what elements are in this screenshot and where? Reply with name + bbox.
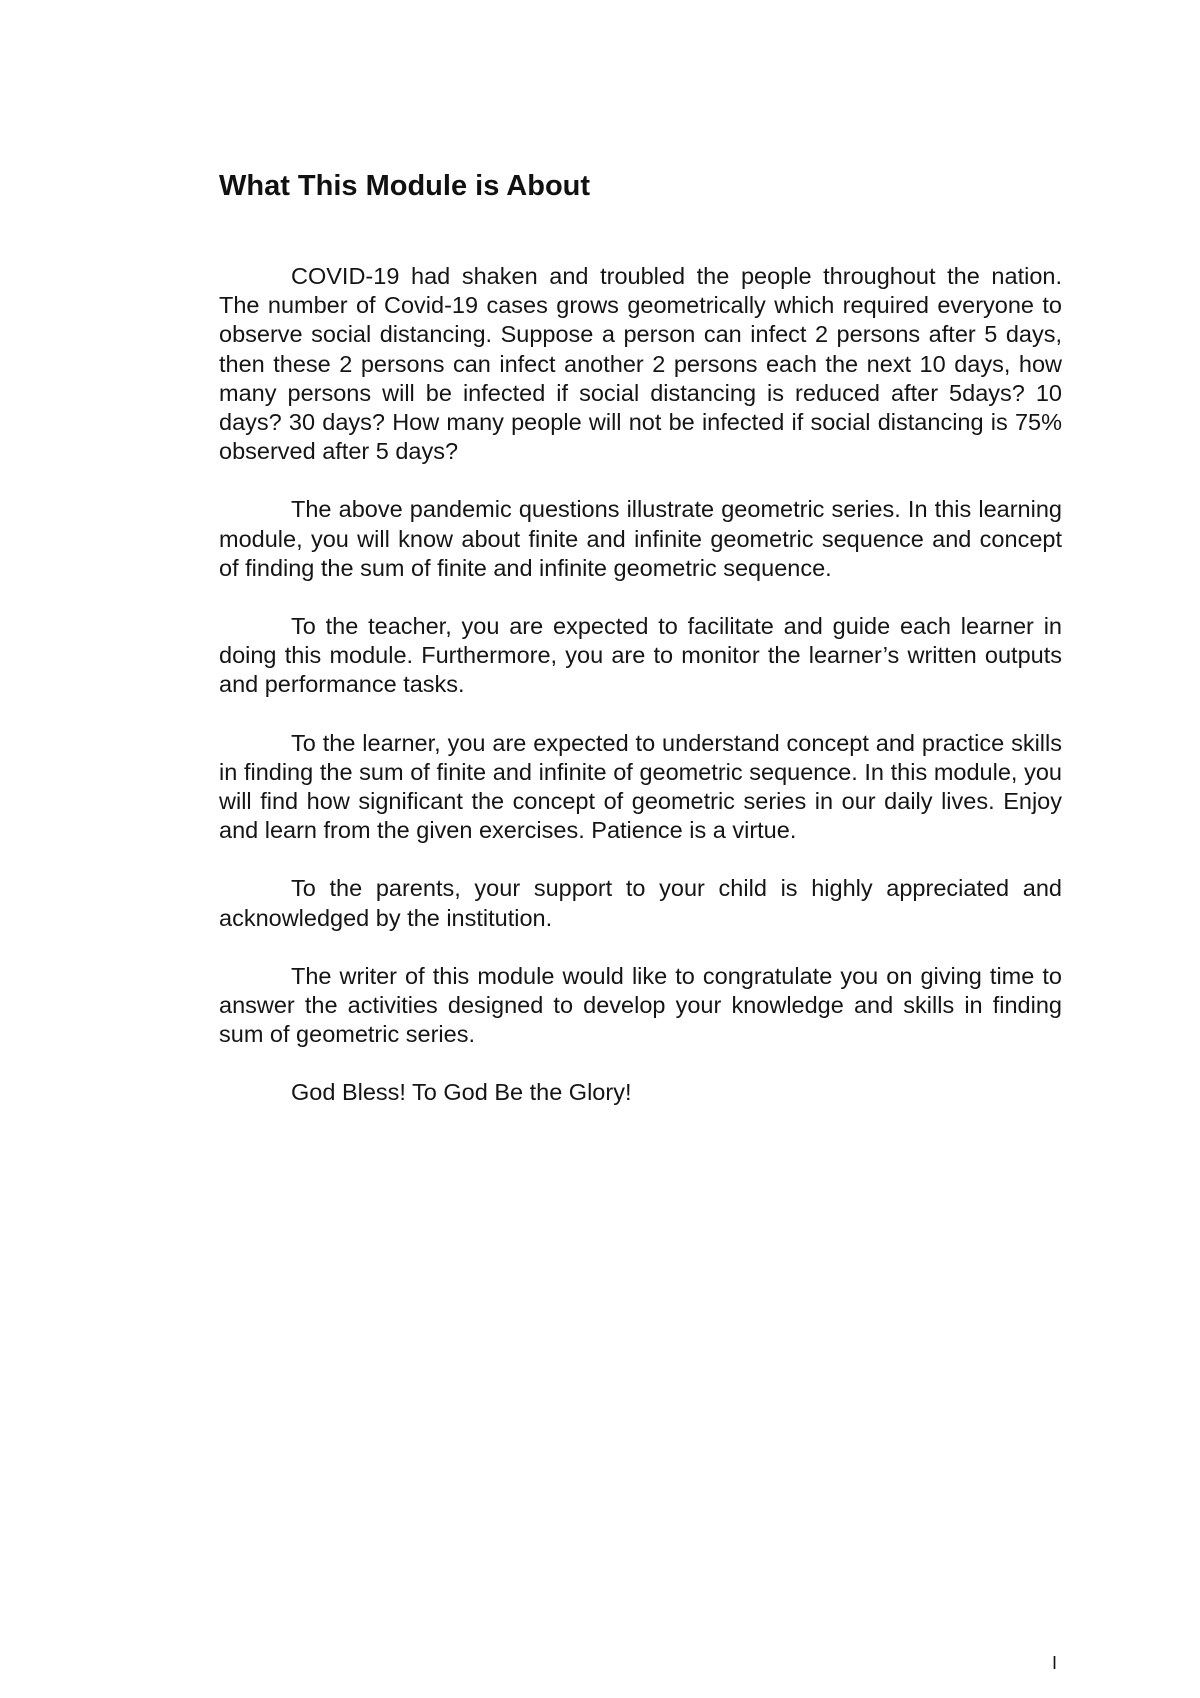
paragraph-covid-intro: COVID-19 had shaken and troubled the people throughout the nation. The number of Covid-19 cases grows geometrically which required everyone to observe social distancing. Suppose a person can infect 2 persons after 5 days, then these 2 persons can infect another 2 persons each the next 10 days, how many persons will be infected if social distancing is reduced after 5days? 10 days? 30 days? How many people will not be infected if social distancing is 75% observed after 5 days? (219, 263, 1062, 465)
paragraph-to-parents: To the parents, your support to your child is highly appreciated and acknowledged by the institution. (219, 875, 1062, 931)
page-number: I (1052, 1653, 1058, 1673)
paragraph-to-learner: To the learner, you are expected to understand concept and practice skills in finding the sum of finite and infinite of geometric sequence. In this module, you will find how significant the concept of geometric series in our daily lives. Enjoy and learn from the given exercises. Patience is a virtue. (219, 729, 1062, 844)
paragraph-closing: God Bless! To God Be the Glory! (291, 1079, 632, 1106)
paragraph-geometric-series: The above pandemic questions illustrate geometric series. In this learning module, you will know about finite and infinite geometric sequence and concept of finding the sum of finite and infinite geometric sequence. (219, 496, 1062, 581)
paragraph-writer-note: The writer of this module would like to congratulate you on giving time to answer the activities designed to develop your knowledge and skills in finding sum of geometric series. (219, 962, 1062, 1048)
section-heading: What This Module is About (219, 170, 591, 202)
page-content (219, 168, 1062, 1137)
paragraph-to-teacher: To the teacher, you are expected to facilitate and guide each learner in doing this module. Furthermore, you are to monitor the learner’s written outputs and performance tasks. (219, 613, 1062, 698)
